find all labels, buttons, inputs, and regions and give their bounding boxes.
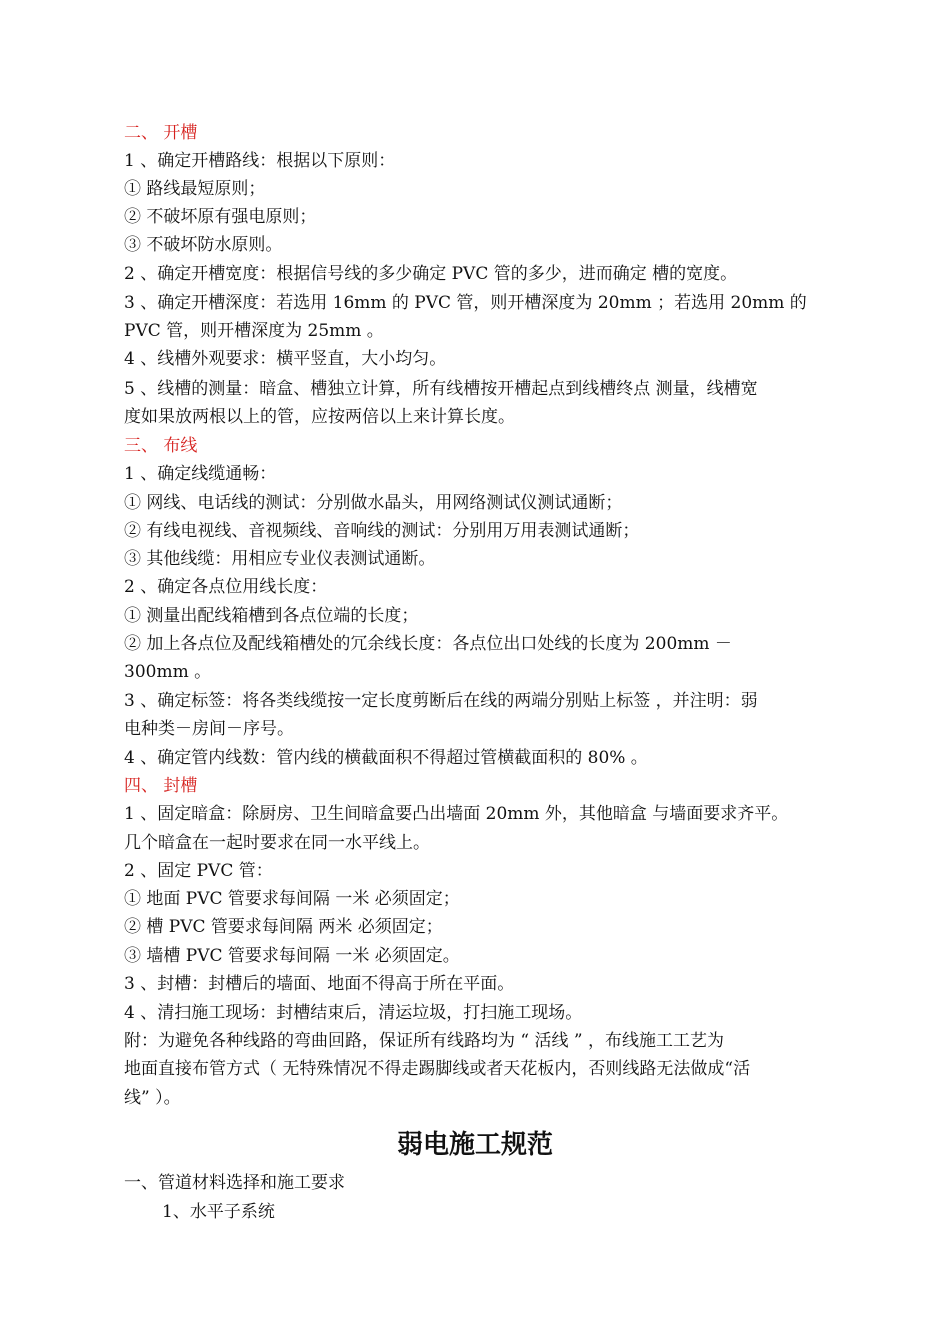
paragraph-line: 2 、确定开槽宽度：根据信号线的多少确定 PVC 管的多少，进而确定 槽的宽度。 — [124, 264, 738, 284]
paragraph-line: ① 路线最短原则； — [124, 179, 266, 199]
paragraph-line: 300mm 。 — [124, 662, 212, 682]
paragraph-line: 4 、清扫施工现场：封槽结束后，清运垃圾，打扫施工现场。 — [124, 1003, 583, 1023]
paragraph-line: 3 、封槽：封槽后的墙面、地面不得高于所在平面。 — [124, 974, 515, 994]
paragraph-line: 4 、确定管内线数：管内线的横截面积不得超过管横截面积的 80% 。 — [124, 748, 648, 768]
subsection-heading: 1、水平子系统 — [162, 1202, 275, 1222]
paragraph-line: 3 、确定标签：将各类线缆按一定长度剪断后在线的两端分别贴上标签 ，并注明：弱 — [124, 691, 758, 711]
paragraph-line: 1 、固定暗盒：除厨房、卫生间暗盒要凸出墙面 20mm 外，其他暗盒 与墙面要求齐平。 — [124, 804, 789, 824]
paragraph-line: ② 不破坏原有强电原则； — [124, 207, 317, 227]
document-title: 弱电施工规范 — [396, 1130, 553, 1160]
paragraph-line: 5 、线槽的测量：暗盒、槽独立计算，所有线槽按开槽起点到线槽终点 测量，线槽宽 — [124, 379, 758, 399]
paragraph-line: 2 、固定 PVC 管： — [124, 861, 273, 881]
paragraph-line: 1 、确定线缆通畅： — [124, 464, 277, 484]
paragraph-line: ② 有线电视线、音视频线、音响线的测试：分别用万用表测试通断； — [124, 521, 640, 541]
note-line: 附：为避免各种线路的弯曲回路，保证所有线路均为 “ 活线 ” ，布线施工工艺为 — [124, 1031, 724, 1051]
paragraph-line: ② 槽 PVC 管要求每间隔 两米 必须固定； — [124, 917, 443, 937]
note-line: 线” ）。 — [124, 1088, 181, 1108]
paragraph-line: ③ 其他线缆：用相应专业仪表测试通断。 — [124, 549, 436, 569]
paragraph-line: ① 地面 PVC 管要求每间隔 一米 必须固定； — [124, 889, 460, 909]
section-heading-fengcao: 四、 封槽 — [124, 776, 198, 796]
paragraph-line: 4 、线槽外观要求：横平竖直，大小均匀。 — [124, 349, 447, 369]
paragraph-line: 1 、确定开槽路线：根据以下原则： — [124, 151, 396, 171]
paragraph-line: 3 、确定开槽深度：若选用 16mm 的 PVC 管，则开槽深度为 20mm ；若选用 20mm 的 — [124, 293, 807, 313]
note-line: 地面直接布管方式（ 无特殊情况不得走踢脚线或者天花板内，否则线路无法做成“活 — [124, 1059, 751, 1079]
paragraph-line: ② 加上各点位及配线箱槽处的冗余线长度：各点位出口处线的长度为 200mm － — [124, 634, 732, 654]
paragraph-line: 度如果放两根以上的管，应按两倍以上来计算长度。 — [124, 407, 515, 427]
paragraph-line: ③ 墙槽 PVC 管要求每间隔 一米 必须固定。 — [124, 946, 460, 966]
paragraph-line: 2 、确定各点位用线长度： — [124, 577, 328, 597]
part-heading: 一、管道材料选择和施工要求 — [124, 1173, 345, 1193]
section-heading-buxian: 三、 布线 — [124, 436, 198, 456]
section-heading-kaicao: 二、 开槽 — [124, 123, 198, 143]
paragraph-line: ③ 不破坏防水原则。 — [124, 235, 283, 255]
paragraph-line: ① 测量出配线箱槽到各点位端的长度； — [124, 606, 419, 626]
paragraph-line: PVC 管，则开槽深度为 25mm 。 — [124, 321, 384, 341]
paragraph-line: 电种类－房间－序号。 — [124, 719, 294, 739]
paragraph-line: ① 网线、电话线的测试：分别做水晶头，用网络测试仪测试通断； — [124, 493, 623, 513]
paragraph-line: 几个暗盒在一起时要求在同一水平线上。 — [124, 833, 430, 853]
